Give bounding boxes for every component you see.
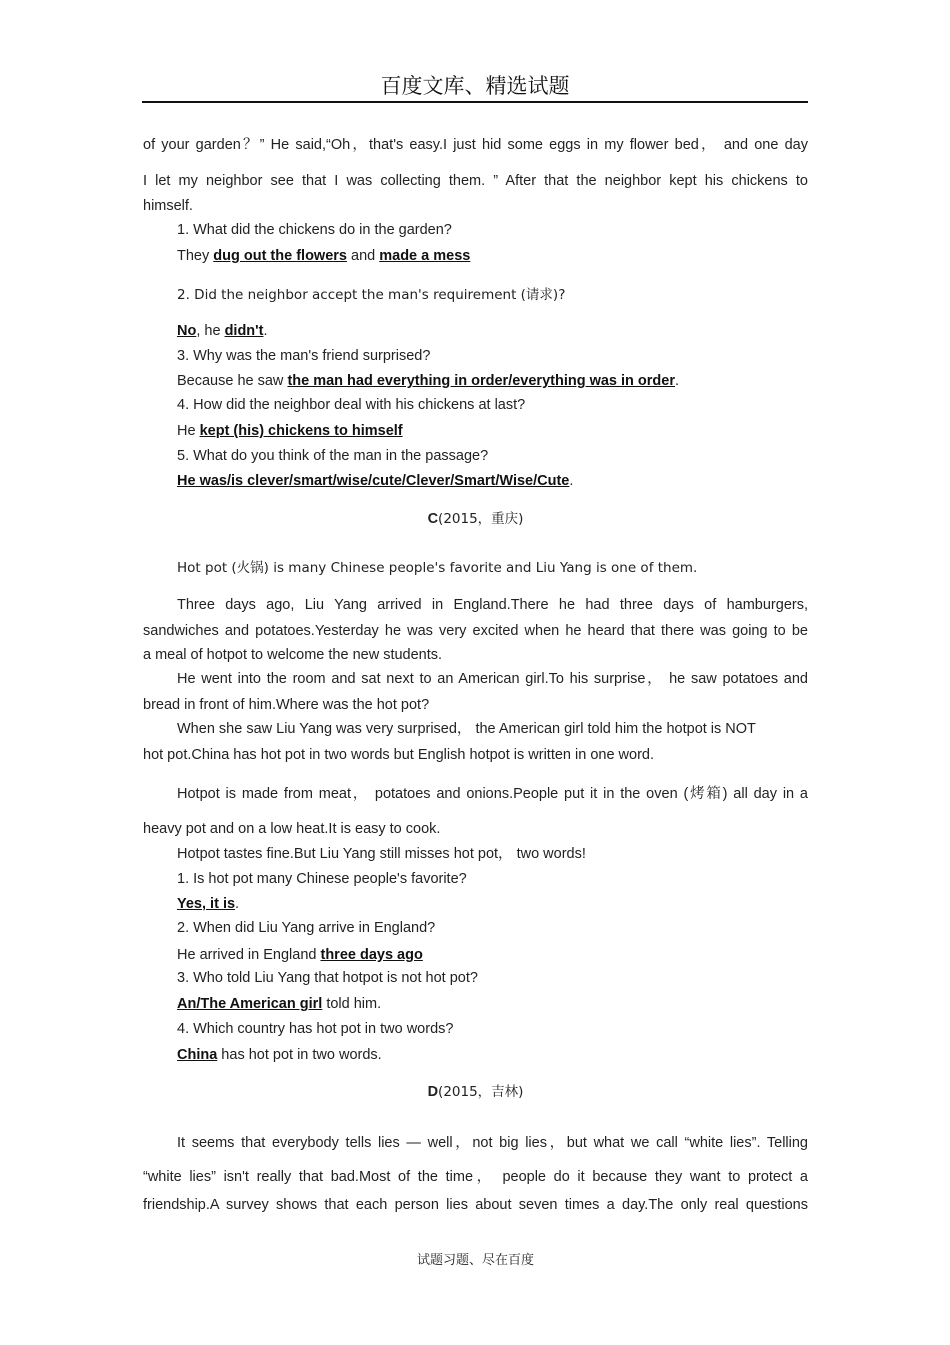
answer-text: He arrived in England xyxy=(177,947,321,963)
section-c-paragraph-1: Hot pot (火锅) is many Chinese people's favorite and Liu Yang is one of them. xyxy=(177,560,698,576)
question-c-3: 3. Who told Liu Yang that hotpot is not hot pot? xyxy=(177,970,478,986)
page-footer: 试题习题、尽在百度 xyxy=(416,1252,534,1267)
answer-text: has hot pot in two words. xyxy=(217,1047,382,1063)
answer-text: Because he saw xyxy=(177,373,288,389)
answer-blank: the man had everything in order/everything was in order xyxy=(287,373,676,389)
section-c-paragraph-3-line-2: bread in front of him.Where was the hot pot? xyxy=(143,697,430,713)
section-c-paragraph-2-line-1: Three days ago, Liu Yang arrived in England.There he had three days of hamburgers, xyxy=(177,597,808,613)
header-divider xyxy=(142,101,808,103)
section-c-paragraph-4-line-1: When she saw Liu Yang was very surprised， the American girl told him the hotpot is NOT xyxy=(177,721,756,737)
answer-c-2 xyxy=(177,946,423,964)
question-b-4: 4. How did the neighbor deal with his chickens at last? xyxy=(177,397,526,413)
answer-blank: No xyxy=(177,323,197,339)
answer-text: . xyxy=(235,896,240,912)
section-c-paragraph-5-line-2: heavy pot and on a low heat.It is easy to cook. xyxy=(143,821,441,837)
section-c-paragraph-5-line-1: Hotpot is made from meat， potatoes and onions.People put it in the oven (烤箱) all day in a xyxy=(177,786,808,802)
question-c-4: 4. Which country has hot pot in two words? xyxy=(177,1021,454,1037)
section-c-paragraph-2-line-2: sandwiches and potatoes.Yesterday he was very excited when he heard that there was going to be xyxy=(143,623,808,639)
answer-text: They xyxy=(177,248,214,264)
section-letter: D xyxy=(427,1084,439,1100)
answer-b-5 xyxy=(177,472,573,490)
answer-c-1 xyxy=(177,895,239,913)
answer-b-4 xyxy=(177,422,403,440)
answer-text: . xyxy=(263,323,268,339)
answer-b-2 xyxy=(177,322,267,340)
answer-blank: China xyxy=(177,1047,218,1063)
question-c-1: 1. Is hot pot many Chinese people's favorite? xyxy=(177,871,467,887)
question-b-5: 5. What do you think of the man in the passage? xyxy=(177,448,489,464)
section-c-title xyxy=(143,510,808,528)
answer-blank: kept (his) chickens to himself xyxy=(199,423,403,439)
answer-b-1 xyxy=(177,247,470,265)
question-b-3: 3. Why was the man's friend surprised? xyxy=(177,348,431,364)
answer-text: He xyxy=(177,423,200,439)
answer-blank: dug out the flowers xyxy=(213,248,347,264)
answer-blank: Yes, it is xyxy=(177,896,236,912)
section-d-line-3: friendship.A survey shows that each person lies about seven times a day.The only real questions xyxy=(143,1197,808,1213)
answer-text: . xyxy=(569,473,574,489)
answer-blank: three days ago xyxy=(320,947,423,963)
question-b-1: 1. What did the chickens do in the garden? xyxy=(177,222,452,238)
section-source: (2015，吉林) xyxy=(438,1084,524,1100)
section-c-paragraph-3-line-1: He went into the room and sat next to an American girl.To his surprise， he saw potatoes and xyxy=(177,671,808,687)
answer-blank: didn't xyxy=(224,323,264,339)
section-d-title xyxy=(143,1083,808,1101)
answer-blank: made a mess xyxy=(379,248,471,264)
page-header-title: 百度文库、精选试题 xyxy=(380,74,570,98)
answer-text: told him. xyxy=(322,996,382,1012)
question-c-2: 2. When did Liu Yang arrive in England? xyxy=(177,920,436,936)
passage-b-line-2: I let my neighbor see that I was collecting them. ” After that the neighbor kept his chickens to xyxy=(143,173,808,189)
answer-text: and xyxy=(346,248,380,264)
answer-b-3 xyxy=(177,372,679,390)
answer-c-4 xyxy=(177,1046,382,1064)
answer-blank: He was/is clever/smart/wise/cute/Clever/Smart/Wise/Cute xyxy=(177,473,570,489)
passage-b-line-3: himself. xyxy=(143,198,193,214)
section-c-paragraph-4-line-2: hot pot.China has hot pot in two words but English hotpot is written in one word. xyxy=(143,747,655,763)
section-c-paragraph-2-line-3: a meal of hotpot to welcome the new students. xyxy=(143,647,443,663)
passage-b-line-1: of your garden？” He said,“Oh，that's easy.I just hid some eggs in my flower bed， and one day xyxy=(143,137,808,153)
section-letter: C xyxy=(427,511,439,527)
answer-blank: An/The American girl xyxy=(177,996,323,1012)
answer-text: , he xyxy=(196,323,225,339)
section-d-line-1: It seems that everybody tells lies — well，not big lies，but what we call “white lies”. Telling xyxy=(177,1135,808,1151)
section-source: (2015，重庆) xyxy=(438,511,524,527)
answer-c-3 xyxy=(177,995,381,1013)
section-c-paragraph-6: Hotpot tastes fine.But Liu Yang still misses hot pot， two words! xyxy=(177,846,586,862)
answer-text: . xyxy=(675,373,680,389)
question-b-2: 2. Did the neighbor accept the man's requirement (请求)? xyxy=(177,287,566,303)
section-d-line-2: “white lies” isn't really that bad.Most of the time， people do it because they want to protect a xyxy=(143,1169,808,1185)
